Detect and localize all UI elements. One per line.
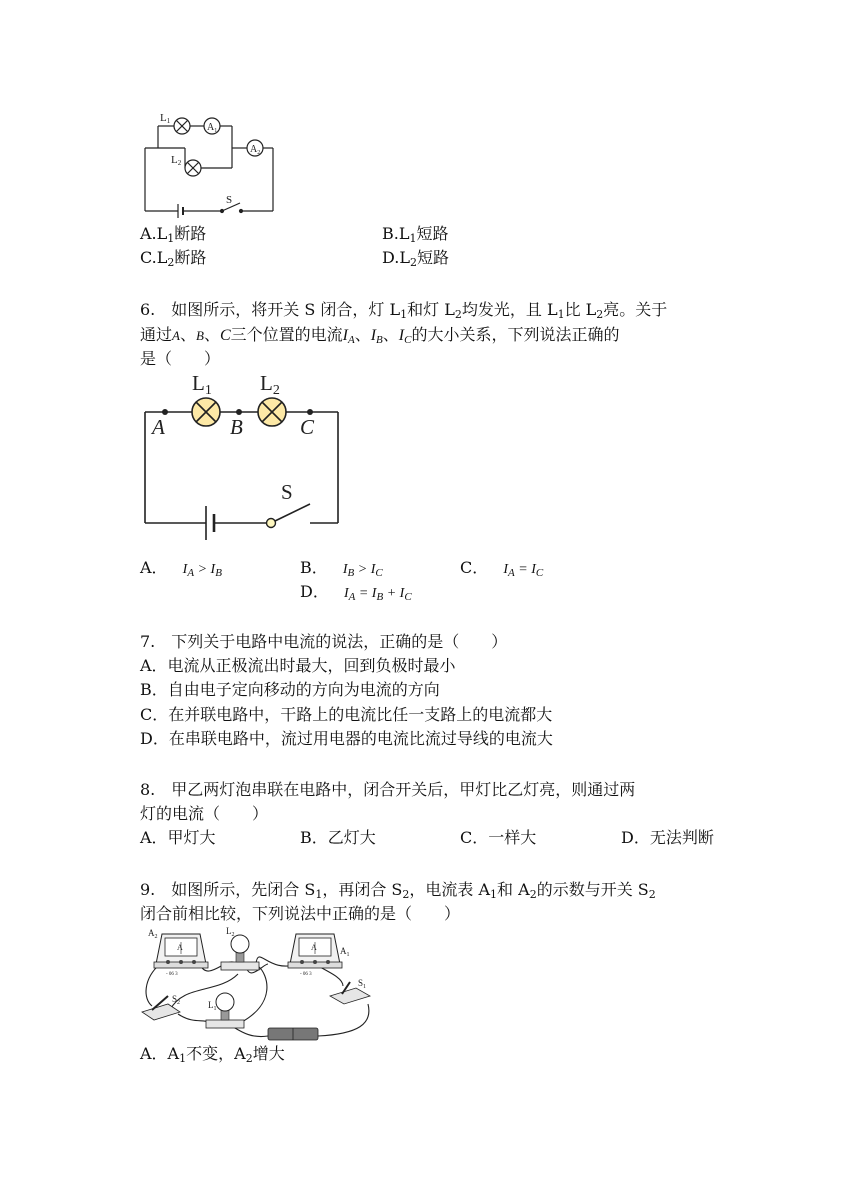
q5-a2-label: A: [250, 144, 258, 155]
svg-text:L1: $L_1$: [208, 1000, 217, 1012]
q8-stem-line1: 8. 甲乙两灯泡串联在电路中，闭合开关后，甲灯比乙灯亮，则通过两: [140, 780, 636, 799]
q8-stem-line2: 灯的电流（ ）: [140, 804, 269, 823]
q6-point-b-label: B: [230, 415, 243, 439]
q5-circuit-diagram: [140, 108, 280, 220]
svg-text:A2: $A_2$: [148, 928, 158, 940]
q6-option-d[interactable]: D． $I_A = I_B + I_C$: [300, 582, 412, 603]
svg-text:S2: $S_2$: [172, 994, 181, 1006]
q6-stem-line3: 是（ ）: [140, 349, 221, 368]
q5-a1-label: A: [207, 122, 215, 133]
q7-option-a[interactable]: A．电流从正极流出时最大，回到负极时最小: [140, 656, 456, 675]
q6-l1-label: L: [192, 371, 205, 395]
q6-option-a[interactable]: A． $I_A > I_B$: [140, 558, 222, 579]
svg-text:L1: L1: [192, 371, 212, 398]
q8-option-a[interactable]: A．甲灯大: [140, 828, 216, 847]
svg-text:S1: $S_1$: [358, 978, 367, 990]
svg-text:A2: $A_2$: [250, 144, 261, 156]
q5-l1-label: L: [160, 112, 167, 124]
q7-option-d[interactable]: D．在串联电路中，流过用电器的电流比流过导线的电流大: [140, 729, 553, 748]
q9-l2-label: L: [226, 926, 232, 936]
q6-switch-label: S: [281, 480, 293, 504]
q8-option-c[interactable]: C．一样大: [460, 828, 537, 847]
q6-point-a-label: A: [152, 415, 165, 439]
q9-l1-label: L: [208, 1000, 214, 1010]
q9-a2-meter-face: A: [177, 943, 183, 952]
svg-text:A1: $A_1$: [340, 946, 350, 958]
q9-a2-scale: - 06 3: [166, 972, 178, 977]
q9-a1-meter-face: A: [311, 943, 317, 952]
q9-bulb-l2: [221, 935, 259, 970]
q9-battery-pack: [268, 1028, 318, 1040]
q7-option-c[interactable]: C．在并联电路中，干路上的电流比任一支路上的电流都大: [140, 705, 553, 724]
q5-l2-label: L: [171, 154, 178, 166]
svg-text:L2: L2: [260, 371, 280, 398]
q9-a1-scale: - 06 3: [300, 972, 312, 977]
q9-s2-label: S: [172, 994, 178, 1004]
q9-option-a[interactable]: A．$A_1$不变，$A_2$增大: [140, 1044, 285, 1065]
q5-s-label: S: [226, 194, 233, 206]
q6-stem-line2: 通过A、B、C三个位置的电流$I_A$、$I_B$、$I_C$的大小关系，下列说法正确的: [140, 325, 620, 346]
q9-circuit-illustration: [138, 924, 388, 1042]
q6-option-c[interactable]: C． $I_A = I_C$: [460, 558, 544, 579]
svg-text:L2: L2: [171, 154, 182, 167]
q9-s1-label: S: [358, 978, 364, 988]
q6-option-b[interactable]: B． $I_B > I_C$: [300, 558, 383, 579]
q6-l2-label: L: [260, 371, 273, 395]
q9-stem-line2: 闭合前相比较，下列说法中正确的是（ ）: [140, 904, 461, 923]
svg-text:L1: L1: [160, 112, 171, 125]
q5-option-a[interactable]: $A.L_1$断路: [140, 224, 207, 245]
q8-option-b[interactable]: B．乙灯大: [300, 828, 376, 847]
q7-option-b[interactable]: B．自由电子定向移动的方向为电流的方向: [140, 680, 440, 699]
q9-bulb-l1: [206, 993, 244, 1028]
q6-point-c-label: C: [300, 415, 315, 439]
svg-text:L2: $L_2$: [226, 926, 235, 938]
q9-a2-label: A: [148, 928, 155, 938]
q9-a1-label: A: [340, 946, 347, 956]
q5-option-d[interactable]: $D.L_2$短路: [382, 248, 449, 269]
q6-stem-line1: 6. 如图所示，将开关 S 闭合，灯 $L_1$和灯 $L_2$均发光，且 $L_1$比 $L_2$亮。关于: [140, 300, 668, 321]
q7-stem: 7. 下列关于电路中电流的说法，正确的是（ ）: [140, 632, 508, 651]
q5-option-c[interactable]: $C.L_2$断路: [140, 248, 207, 269]
q9-stem-line1: 9. 如图所示，先闭合 $S_1$，再闭合 $S_2$，电流表 $A_1$和 $A_2$的示数与开关 $S_2$: [140, 880, 656, 901]
q5-option-b[interactable]: $B.L_1$短路: [382, 224, 449, 245]
q8-option-d[interactable]: D．无法判断: [621, 828, 714, 847]
svg-text:A1: $A_1$: [207, 122, 218, 134]
q6-circuit-diagram: [140, 368, 350, 548]
